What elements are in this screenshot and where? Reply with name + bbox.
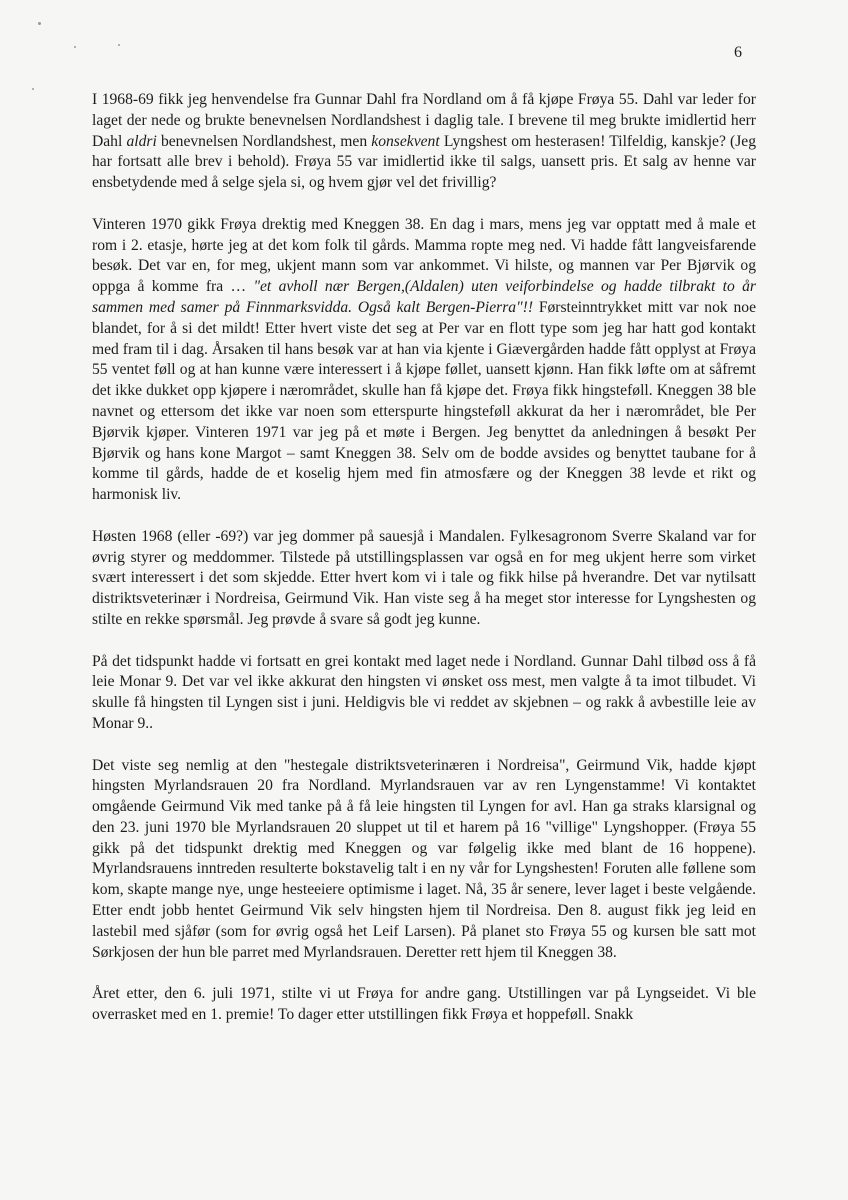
text-segment: Året etter, den 6. juli 1971, stilte vi ut Frøya for andre gang. Utstillingen var på Lyngseidet. Vi ble overrasket med en 1. premie! To dager etter utstillingen fikk Frøya et hoppeføll. Snakk: [92, 985, 756, 1024]
text-segment: Vinteren 1970 gikk Frøya drektig med Kneggen 38. En dag i mars, mens jeg var opptatt med å male et rom i 2. etasje, hørte jeg at det kom folk til gårds. Mamma ropte meg ned. Vi hadde fått langveisfarende besøk. Det var en, for meg, ukjent mann som var ankommet. Vi hilste, og mannen var Per Bjørvik og oppga å komme fra …: [92, 215, 756, 296]
paragraph: [92, 984, 756, 1026]
page-number: 6: [734, 44, 742, 61]
text-segment: Lyngshest om hesterasen! Tilfeldig, kanskje? (Jeg har fortsatt alle brev i behold). Frøya 55 var imidlertid ikke til salgs, uansett pris. Et salg av henne var ensbetydende med å selge sjela si, og hvem gjør vel det frivillig?: [92, 132, 757, 192]
text-segment: benevnelsen Nordlandshest, men: [156, 132, 372, 150]
text-segment: Førsteinntrykket mitt var nok noe blandet, for å si det mildt! Etter hvert viste det seg at Per var en flott type som jeg har hatt god kontakt med fram til i dag. Årsaken til hans besøk var at han via kjente i Giævergården hadde fått opplyst at Frøya 55 ventet føll og at han kunne være interessert i å kjøpe føllet, uansett kjønn. Han fikk løfte om at såfremt det ikke dukket opp kjøpere i nærområdet, skulle han få kjøpe det. Frøya fikk hingsteføll. Kneggen 38 ble navnet og ettersom det ikke var noen som etterspurte hingsteføll akkurat da her i nærområdet, ble Per Bjørvik kjøper. Vinteren 1971 var jeg på et møte i Bergen. Jeg benyttet da anledningen å besøkt Per Bjørvik og hans kone Margot – samt Kneggen 38. Selv om de bodde avsides og benyttet taubane for å komme til gårds, hadde de et koselig hjem med fin atmosfære og der Kneggen 38 levde et rikt og harmonisk liv.: [92, 298, 756, 504]
scan-speck: [38, 22, 41, 25]
document-body: [92, 90, 756, 1047]
text-segment: I 1968-69 fikk jeg henvendelse fra Gunnar Dahl fra Nordland om å få kjøpe Frøya 55. Dahl var leder for laget der nede og brukte benevnelsen Nordlandshest i daglig tale. I brevene til meg brukte imidlertid herr Dahl: [92, 91, 756, 150]
text-segment: På det tidspunkt hadde vi fortsatt en grei kontakt med laget nede i Nordland. Gunnar Dahl tilbød oss å få leie Monar 9. Det var vel ikke akkurat den hingsten vi ønsket oss mest, men valgte å ta imot tilbudet. Vi skulle få hingsten til Lyngen sist i juni. Heldigvis ble vi reddet av skjebnen – og rakk å avbestille leie av Monar 9..: [92, 652, 756, 732]
paragraph: [92, 215, 756, 506]
emphasis-text: konsekvent: [371, 132, 440, 150]
text-segment: Det viste seg nemlig at den "hestegale distriktsveterinæren i Nordreisa", Geirmund Vik, hadde kjøpt hingsten Myrlandsrauen 20 fra Nordland. Myrlandsrauen var av ren Lyngenstamme! Vi kontaktet omgående Geirmund Vik med tanke på å få leie hingsten til Lyngen for avl. Han ga straks klarsignal og den 23. juni 1970 ble Myrlandsrauen 20 sluppet ut til et harem på 16 "villige" Lyngshopper. (Frøya 55 gikk på det tidspunkt drektig med Kneggen og var følgelig ikke med blant de 16 hoppene). Myrlandsrauens inntreden resulterte bokstavelig talt i en ny vår for Lyngshesten! Foruten alle føllene som kom, skapte mange nye, unge hesteeiere optimisme i laget. Nå, 35 år senere, lever laget i beste velgående. Etter endt jobb hentet Geirmund Vik selv hingsten hjem til Nordreisa. Den 8. august fikk jeg leid en lastebil med sjåfør (som for øvrig også het Leif Larsen). På planet sto Frøya 55 og kursen ble satt mot Sørkjosen der hun ble parret med Myrlandsrauen. Deretter rett hjem til Kneggen 38.: [92, 756, 756, 961]
emphasis-text: aldri: [126, 132, 157, 150]
scan-speck: [32, 88, 34, 90]
scan-speck: [74, 46, 76, 48]
emphasis-text: "et avholl nær Bergen,(Aldalen) uten veiforbindelse og hadde tilbrakt to år sammen med samer på Finnmarksvidda. Også kalt Bergen-Pierra"!!: [92, 278, 756, 316]
paragraph: [92, 652, 756, 735]
paragraph: [92, 527, 756, 631]
paragraph: [92, 756, 756, 964]
text-segment: Høsten 1968 (eller -69?) var jeg dommer på sauesjå i Mandalen. Fylkesagronom Sverre Skaland var for øvrig styrer og meddommer. Tilstede på utstillingsplassen var også en for meg ukjent herre som virket svært interessert i det som skjedde. Etter hvert kom vi i tale og fikk hilse på hverandre. Det var nytilsatt distriktsveterinær i Nordreisa, Geirmund Vik. Han viste seg å ha meget stor interesse for Lyngshesten og stilte en rekke spørsmål. Jeg prøvde å svare så godt jeg kunne.: [92, 527, 756, 628]
scan-speck: [118, 44, 120, 46]
paragraph: [92, 90, 756, 194]
